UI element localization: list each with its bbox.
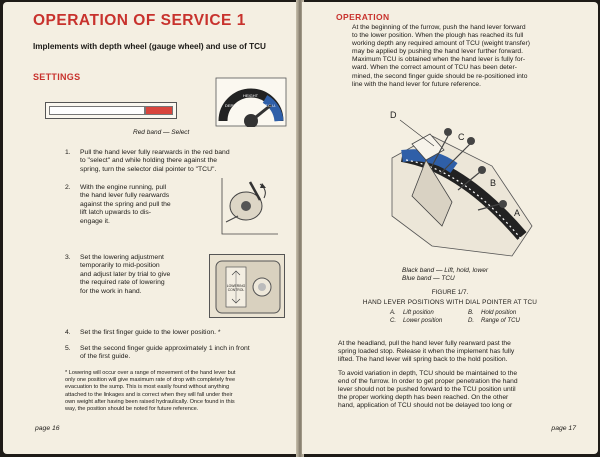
- step-line: of the first guide.: [80, 353, 131, 361]
- figure-legend-right: [468, 309, 520, 324]
- step-line: temporarily to mid-position: [80, 262, 160, 270]
- step-line: the required rate of lowering: [80, 279, 165, 287]
- lowering-control-illustration: [209, 254, 285, 318]
- legend-value: Lift position: [403, 309, 434, 316]
- paragraph-line: To avoid variation in depth, TCU should be maintained to the: [338, 370, 518, 377]
- figure-letter-d: D: [390, 110, 397, 120]
- legend-item: [468, 309, 520, 317]
- legend-value: Lower position: [403, 316, 443, 324]
- footnote-line: attached to the linkages and is correct when they will fall under their: [65, 391, 233, 398]
- step-line: engage it.: [80, 217, 110, 225]
- step-number: 2.: [65, 184, 71, 191]
- paragraph-line: lifted. The hand lever will spring back to the hold position.: [338, 356, 508, 364]
- band-caption: Red band — Select: [133, 129, 190, 136]
- red-band-illustration: [45, 102, 177, 119]
- step-line: With the engine running, pull: [80, 184, 167, 191]
- dial-label-depth: DEPTH: [225, 103, 239, 108]
- step-line: for the work in hand.: [80, 287, 142, 295]
- paragraph-line: may be applied by pushing the hand lever further forward.: [352, 48, 524, 56]
- step-number: 3.: [65, 254, 71, 261]
- paragraph-line: to the lower position. When the plough has reached its full: [352, 32, 524, 40]
- step-line: spring, turn the selector dial pointer to "TCU".: [80, 165, 217, 173]
- figure-title: HAND LEVER POSITIONS WITH DIAL POINTER AT TCU: [362, 299, 538, 306]
- section-heading-operation: OPERATION: [336, 12, 390, 22]
- paragraph-furrow-start: [352, 24, 584, 89]
- paragraph-line: end of the furrow. In order to get proper penetration the hand: [338, 378, 518, 386]
- step-line: the hand lever fully rearwards: [80, 192, 170, 200]
- page-number: page 16: [35, 425, 60, 432]
- footnote-line: own weight after having been raised hydraulically. Once found in this: [65, 398, 235, 405]
- step-number: 1.: [65, 149, 71, 156]
- figure-caption-line: Blue band — TCU: [402, 275, 455, 282]
- figure-caption-line: Black band — Lift, hold, lower: [402, 267, 488, 274]
- legend-key: D.: [468, 316, 475, 324]
- step-line: Set the lowering adjustment: [80, 254, 164, 261]
- figure-letter-b: B: [490, 178, 497, 188]
- paragraph-line: ward. When the correct amount of TCU has been deter-: [352, 64, 517, 72]
- step-line: Set the first finger guide to the lower position. *: [80, 329, 221, 336]
- step-line: Pull the hand lever fully rearwards in the red band: [80, 149, 230, 156]
- paragraph-line: At the beginning of the furrow, push the hand lever forward: [352, 24, 526, 31]
- step-line: Set the second finger guide approximately 1 inch in front: [80, 345, 250, 352]
- step-number: 4.: [65, 329, 71, 336]
- dial-label-tcu: T.C.U.: [265, 103, 277, 108]
- legend-item: [390, 317, 442, 325]
- legend-key: B.: [468, 309, 474, 316]
- step-line: and adjust later by trial to give: [80, 270, 171, 278]
- paragraph-line: At the headland, pull the hand lever fully rearward past the: [338, 340, 511, 347]
- lowering-control-panel: [210, 255, 286, 319]
- paragraph-depth-variation: [338, 370, 584, 410]
- legend-item: [390, 309, 442, 317]
- paragraph-line: the proper working depth has been reached. On the other: [338, 394, 509, 402]
- step-number: 5.: [65, 345, 71, 352]
- footnote-line: only one position will give maximum rate of drop with completely free: [65, 377, 236, 384]
- paragraph-line: Maximum TCU is obtained when the hand lever is fully for-: [352, 56, 526, 64]
- legend-value: Hold position: [481, 309, 517, 316]
- paragraph-line: line with the hand lever for future reference.: [352, 80, 481, 88]
- legend-value: Range of TCU: [481, 316, 520, 324]
- footnote: [65, 370, 287, 413]
- paragraph-headland: [338, 340, 584, 364]
- hand-lever-figure: [372, 106, 562, 264]
- right-page: [302, 2, 598, 454]
- legend-key: C.: [390, 316, 397, 324]
- left-page: [3, 2, 298, 454]
- page-title: OPERATION OF SERVICE 1: [33, 12, 246, 29]
- band-red-segment: [145, 106, 173, 115]
- footnote-line: evacuation to the sump. This is most easily found without anything: [65, 384, 230, 391]
- figure-letter-c: C: [458, 132, 465, 142]
- section-heading-settings: SETTINGS: [33, 72, 81, 82]
- paragraph-line: hand, application of TCU should not be delayed too long or: [338, 402, 513, 410]
- step-line: against the spring and pull the: [80, 200, 171, 208]
- figure-number: FIGURE 1/7.: [431, 289, 469, 296]
- paragraph-line: lever should not be pushed forward to the TCU position until: [338, 386, 516, 394]
- legend-item: [468, 317, 520, 325]
- paragraph-line: mined, the second finger guide should be re-positioned into: [352, 72, 528, 80]
- legend-key: A.: [390, 309, 396, 316]
- footnote-line: * Lowering will occur over a range of movement of the hand lever but: [65, 370, 236, 376]
- paragraph-line: spring loaded stop. Release it when the implement has fully: [338, 348, 515, 356]
- lowering-control-label: LOWERING CONTROL: [226, 284, 246, 292]
- paragraph-line: working depth any required amount of TCU (weight transfer): [352, 40, 530, 48]
- selector-dial-illustration: [215, 77, 287, 127]
- dial-label-height: HEIGHT: [243, 93, 259, 98]
- step-line: lift latch upwards to dis-: [80, 209, 152, 217]
- page-subtitle: Implements with depth wheel (gauge wheel) and use of TCU: [33, 42, 266, 51]
- step-line: to "select" and while holding there against the: [80, 157, 218, 165]
- figure-letter-a: A: [514, 208, 521, 218]
- figure-caption: [402, 267, 488, 283]
- band-white-segment: [49, 106, 145, 115]
- footnote-line: way, the position should be noted for future reference.: [65, 406, 199, 413]
- page-number: page 17: [551, 425, 576, 432]
- figure-legend-left: [390, 309, 442, 324]
- lift-latch-illustration: [216, 174, 284, 240]
